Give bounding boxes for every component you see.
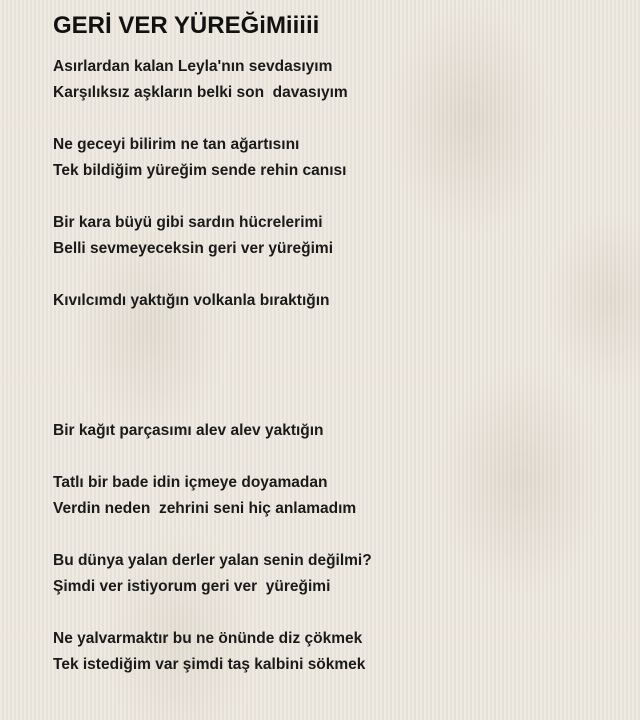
poem-line — [53, 444, 613, 470]
poem-line: Asırlardan kalan Leyla'nın sevdasıyım — [53, 58, 333, 75]
poem-page — [53, 10, 613, 678]
poem-line — [53, 340, 613, 366]
poem-line — [53, 600, 613, 626]
poem-body — [53, 54, 613, 678]
poem-line: Karşılıksız aşkların belki son davasıyım — [53, 84, 348, 101]
poem-title: GERİ VER YÜREĞiMiiiii — [53, 12, 320, 39]
poem-line: Ne yalvarmaktır bu ne önünde diz çökmek — [53, 630, 363, 647]
poem-line — [53, 314, 613, 340]
poem-line — [53, 392, 613, 418]
poem-line: Tatlı bir bade idin içmeye doyamadan — [53, 474, 328, 491]
poem-line: Kıvılcımdı yaktığın volkanla bıraktığın — [53, 292, 330, 309]
poem-line: Şimdi ver istiyorum geri ver yüreğimi — [53, 578, 331, 595]
poem-line: Belli sevmeyeceksin geri ver yüreğimi — [53, 240, 334, 257]
poem-line: Bir kara büyü gibi sardın hücrelerimi — [53, 214, 323, 231]
poem-line — [53, 262, 613, 288]
poem-line: Tek istediğim var şimdi taş kalbini sökmek — [53, 656, 366, 673]
poem-line: Tek bildiğim yüreğim sende rehin canısı — [53, 162, 347, 179]
poem-line — [53, 522, 613, 548]
poem-line — [53, 184, 613, 210]
poem-line — [53, 106, 613, 132]
poem-line: Bu dünya yalan derler yalan senin değilmi? — [53, 552, 372, 569]
poem-line: Ne geceyi bilirim ne tan ağartısını — [53, 136, 300, 153]
poem-line — [53, 366, 613, 392]
poem-line: Verdin neden zehrini seni hiç anlamadım — [53, 500, 357, 517]
poem-line: Bir kağıt parçasımı alev alev yaktığın — [53, 422, 324, 439]
